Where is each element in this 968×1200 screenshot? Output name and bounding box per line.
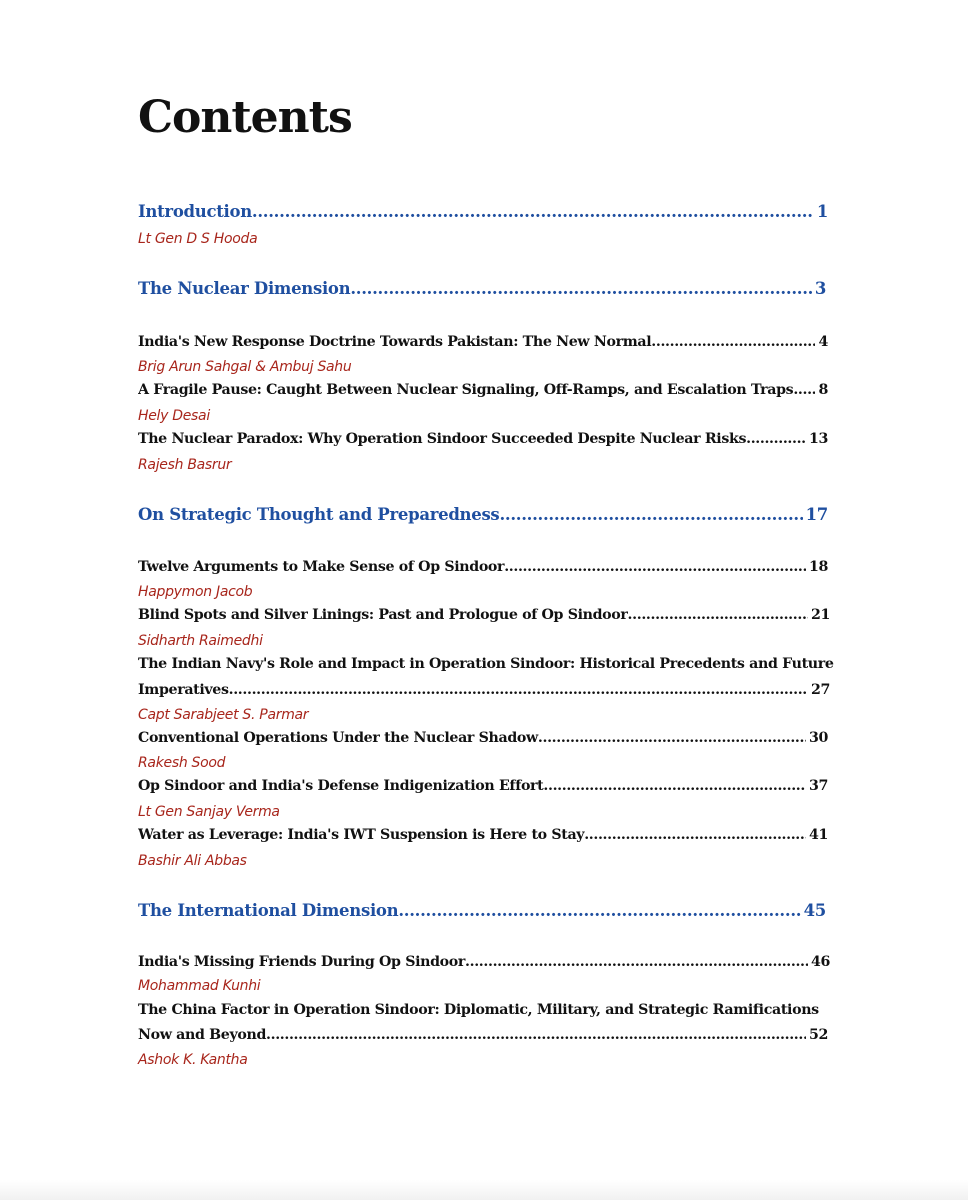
toc-section-strategic-thought[interactable] — [138, 505, 828, 524]
author-name: Happymon Jacob — [138, 584, 253, 600]
dot-leader — [398, 901, 800, 920]
entry-page: 27 — [810, 682, 830, 698]
dot-leader — [584, 827, 806, 843]
dot-leader — [651, 334, 815, 350]
entry-title-line1: The Indian Navy's Role and Impact in Operation Sindoor: Historical Precedents and Future — [138, 656, 834, 672]
entry-page: 41 — [808, 827, 828, 843]
toc-section-international-dimension[interactable] — [138, 901, 826, 920]
dot-leader — [746, 431, 806, 447]
toc-entry[interactable] — [138, 382, 828, 398]
entry-title: Blind Spots and Silver Linings: Past and Prologue of Op Sindoor — [138, 607, 628, 623]
entry-page: 21 — [810, 607, 830, 623]
entry-title: The Nuclear Paradox: Why Operation Sindoor Succeeded Despite Nuclear Risks — [138, 431, 747, 447]
entry-title: India's Missing Friends During Op Sindoor — [138, 954, 466, 970]
entry-title: A Fragile Pause: Caught Between Nuclear Signaling, Off-Ramps, and Escalation Traps — [138, 382, 794, 398]
author-name: Rajesh Basrur — [138, 457, 232, 473]
entry-page: 4 — [818, 334, 828, 350]
entry-title-line2: Imperatives — [138, 682, 229, 698]
section-title: On Strategic Thought and Preparedness — [138, 505, 500, 524]
author-name: Lt Gen Sanjay Verma — [138, 804, 280, 820]
entry-page: 13 — [808, 431, 828, 447]
toc-entry[interactable] — [138, 730, 828, 746]
dot-leader — [252, 202, 814, 221]
toc-entry-continued[interactable] — [138, 1027, 828, 1043]
author-name: Mohammad Kunhi — [138, 978, 261, 994]
author-name: Rakesh Sood — [138, 755, 226, 771]
toc-entry-first-line[interactable] — [138, 656, 834, 672]
entry-page: 37 — [808, 778, 828, 794]
entry-title: Twelve Arguments to Make Sense of Op Sindoor — [138, 559, 505, 575]
section-page: 1 — [816, 202, 828, 221]
entry-title: Water as Leverage: India's IWT Suspension is Here to Stay — [138, 827, 585, 843]
author-name: Hely Desai — [138, 408, 210, 424]
dot-leader — [538, 730, 806, 746]
entry-title: Op Sindoor and India's Defense Indigenization Effort — [138, 778, 544, 794]
dot-leader — [229, 682, 808, 698]
entry-page: 18 — [808, 559, 828, 575]
toc-entry[interactable] — [138, 559, 828, 575]
dot-leader — [465, 954, 808, 970]
page-bottom-edge — [0, 1180, 968, 1200]
author-name: Brig Arun Sahgal & Ambuj Sahu — [138, 359, 352, 375]
author-name: Capt Sarabjeet S. Parmar — [138, 707, 309, 723]
toc-entry-continued[interactable] — [138, 682, 830, 698]
toc-entry[interactable] — [138, 334, 828, 350]
toc-entry[interactable] — [138, 827, 828, 843]
dot-leader — [350, 279, 811, 298]
dot-leader — [543, 778, 806, 794]
section-title: Introduction — [138, 202, 252, 221]
entry-page: 30 — [808, 730, 828, 746]
dot-leader — [793, 382, 815, 398]
entry-title-line2: Now and Beyond — [138, 1027, 267, 1043]
section-page: 45 — [803, 901, 826, 920]
page-title: Contents — [138, 92, 352, 143]
entry-page: 8 — [818, 382, 828, 398]
entry-title: Conventional Operations Under the Nuclear Shadow — [138, 730, 538, 746]
author-name: Ashok K. Kantha — [138, 1052, 248, 1068]
toc-section-nuclear-dimension[interactable] — [138, 279, 826, 298]
section-title: The International Dimension — [138, 901, 399, 920]
toc-section-introduction[interactable] — [138, 202, 828, 221]
dot-leader — [266, 1027, 806, 1043]
entry-title: India's New Response Doctrine Towards Pakistan: The New Normal — [138, 334, 652, 350]
section-title: The Nuclear Dimension — [138, 279, 351, 298]
dot-leader — [628, 607, 808, 623]
author-name: Sidharth Raimedhi — [138, 633, 263, 649]
section-page: 3 — [814, 279, 826, 298]
section-page: 17 — [805, 505, 828, 524]
toc-entry[interactable] — [138, 954, 830, 970]
toc-entry-first-line[interactable] — [138, 1002, 830, 1018]
author-name: Bashir Ali Abbas — [138, 853, 247, 869]
entry-page: 52 — [808, 1027, 828, 1043]
toc-entry[interactable] — [138, 607, 830, 623]
toc-entry[interactable] — [138, 431, 828, 447]
dot-leader — [499, 505, 802, 524]
entry-page: 46 — [810, 954, 830, 970]
entry-title-line1: The China Factor in Operation Sindoor: Diplomatic, Military, and Strategic Ramifications — [138, 1002, 819, 1018]
toc-entry[interactable] — [138, 778, 828, 794]
dot-leader — [504, 559, 806, 575]
author-name: Lt Gen D S Hooda — [138, 231, 258, 247]
